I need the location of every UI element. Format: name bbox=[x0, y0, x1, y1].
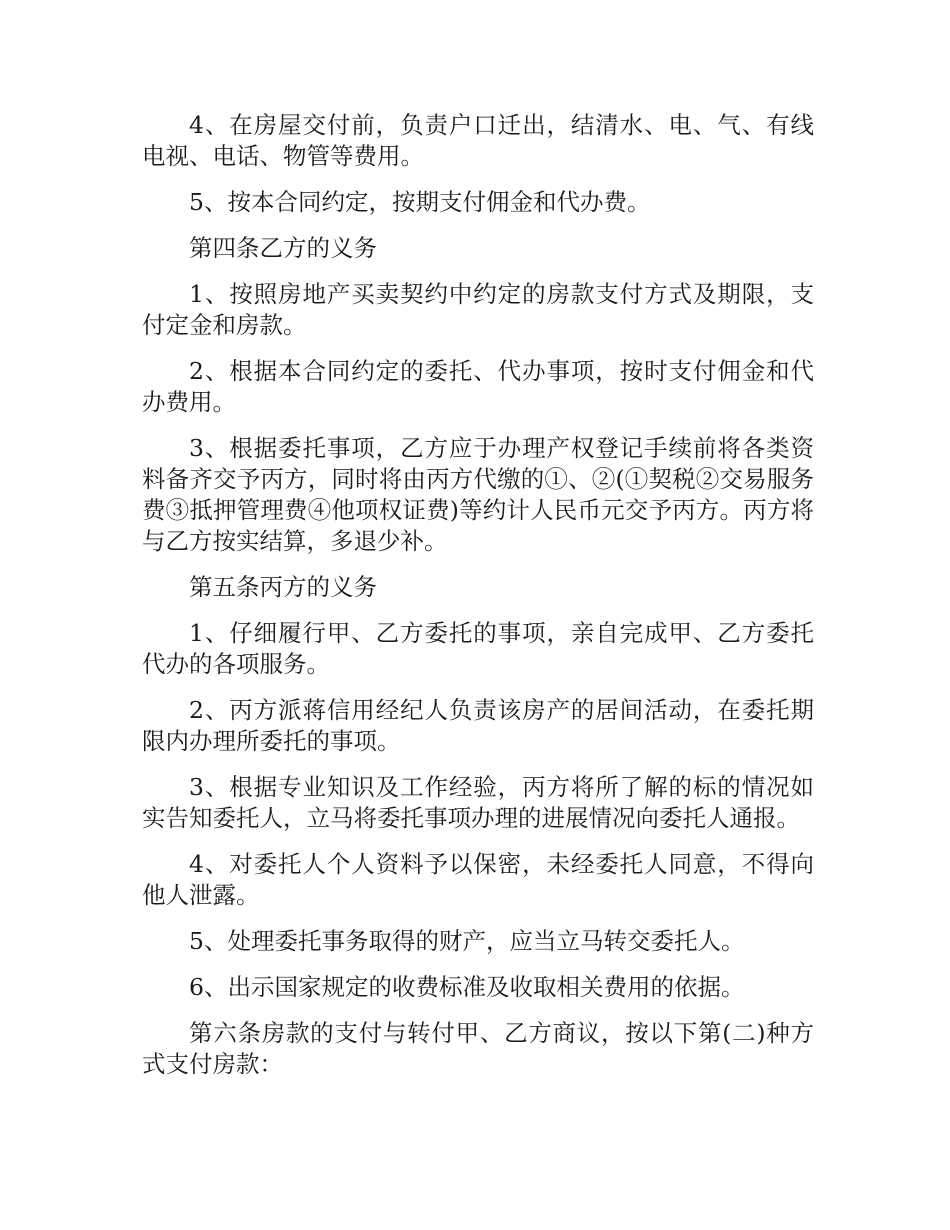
clause-party-a-duty-5: 5、按本合同约定，按期支付佣金和代办费。 bbox=[189, 188, 651, 216]
clause-party-c-duty-5: 5、处理委托事务取得的财产，应当立马转交委托人。 bbox=[189, 927, 745, 955]
clause-party-c-duty-4: 4、对委托人个人资料予以保密，未经委托人同意，不得向他人泄露。 bbox=[142, 850, 814, 909]
clause-party-b-duty-1: 1、按照房地产买卖契约中约定的房款支付方式及期限，支付定金和房款。 bbox=[142, 280, 814, 339]
document-page bbox=[142, 110, 814, 1095]
clause-party-c-duty-2: 2、丙方派蒋信用经纪人负责该房产的居间活动，在委托期限内办理所委托的事项。 bbox=[142, 696, 814, 755]
clause-party-c-duty-6: 6、出示国家规定的收费标准及收取相关费用的依据。 bbox=[189, 973, 745, 1001]
clause-party-c-duty-1: 1、仔细履行甲、乙方委托的事项，亲自完成甲、乙方委托代办的各项服务。 bbox=[142, 619, 814, 678]
clause-party-c-duty-3: 3、根据专业知识及工作经验，丙方将所了解的标的情况如实告知委托人，立马将委托事项办理的进展情况向委托人通报。 bbox=[142, 773, 814, 832]
article-5-heading: 第五条丙方的义务 bbox=[189, 573, 377, 601]
article-6-paragraph: 第六条房款的支付与转付甲、乙方商议，按以下第(二)种方式支付房款： bbox=[142, 1019, 814, 1078]
clause-party-b-duty-3: 3、根据委托事项，乙方应于办理产权登记手续前将各类资料备齐交予丙方，同时将由丙方代缴的①、②(①契税②交易服务费③抵押管理费④他项权证费)等约计人民币元交予丙方。丙方将与乙方按实结算，多退少补。 bbox=[142, 434, 814, 555]
clause-party-a-duty-4: 4、在房屋交付前，负责户口迁出，结清水、电、气、有线电视、电话、物管等费用。 bbox=[142, 111, 814, 170]
article-4-heading: 第四条乙方的义务 bbox=[189, 234, 377, 262]
clause-party-b-duty-2: 2、根据本合同约定的委托、代办事项，按时支付佣金和代办费用。 bbox=[142, 357, 814, 416]
